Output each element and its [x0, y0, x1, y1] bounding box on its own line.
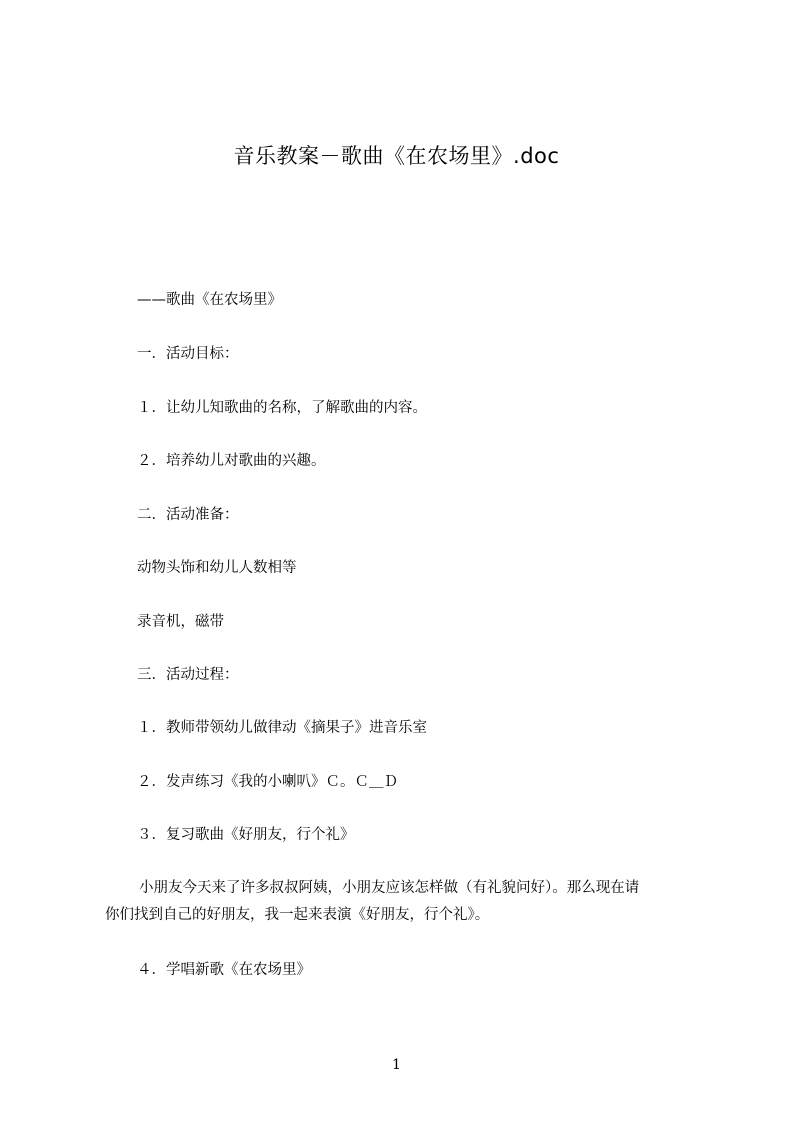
section-heading-preparation: 二．活动准备： [137, 507, 239, 523]
subtitle-line: ——歌曲《在农场里》 [137, 292, 282, 308]
process-step-3: ３．复习歌曲《好朋友，行个礼》 [137, 827, 355, 843]
process-step-2: ２．发声练习《我的小喇叭》Ｃ。Ｃ＿Ｄ [137, 774, 398, 790]
goal-item-2: ２．培养幼儿对歌曲的兴趣。 [137, 453, 326, 469]
document-title: 音乐教案－歌曲《在农场里》.doc [233, 144, 560, 168]
page-number: 1 [392, 1057, 401, 1073]
preparation-item-2: 录音机，磁带 [137, 614, 224, 630]
process-step-4: ４．学唱新歌《在农场里》 [137, 962, 311, 978]
preparation-item-1: 动物头饰和幼儿人数相等 [137, 560, 297, 576]
paragraph-line-1: 小朋友今天来了许多叔叔阿姨，小朋友应该怎样做（有礼貌问好）。那么现在请 [139, 880, 640, 896]
process-step-1: １．教师带领幼儿做律动《摘果子》进音乐室 [137, 720, 427, 736]
section-heading-goals: 一．活动目标： [137, 346, 239, 362]
goal-item-1: １．让幼儿知歌曲的名称，了解歌曲的内容。 [137, 400, 427, 416]
section-heading-process: 三．活动过程： [137, 667, 239, 683]
paragraph-line-2: 你们找到自己的好朋友，我一起来表演《好朋友，行个礼》。 [105, 907, 490, 923]
